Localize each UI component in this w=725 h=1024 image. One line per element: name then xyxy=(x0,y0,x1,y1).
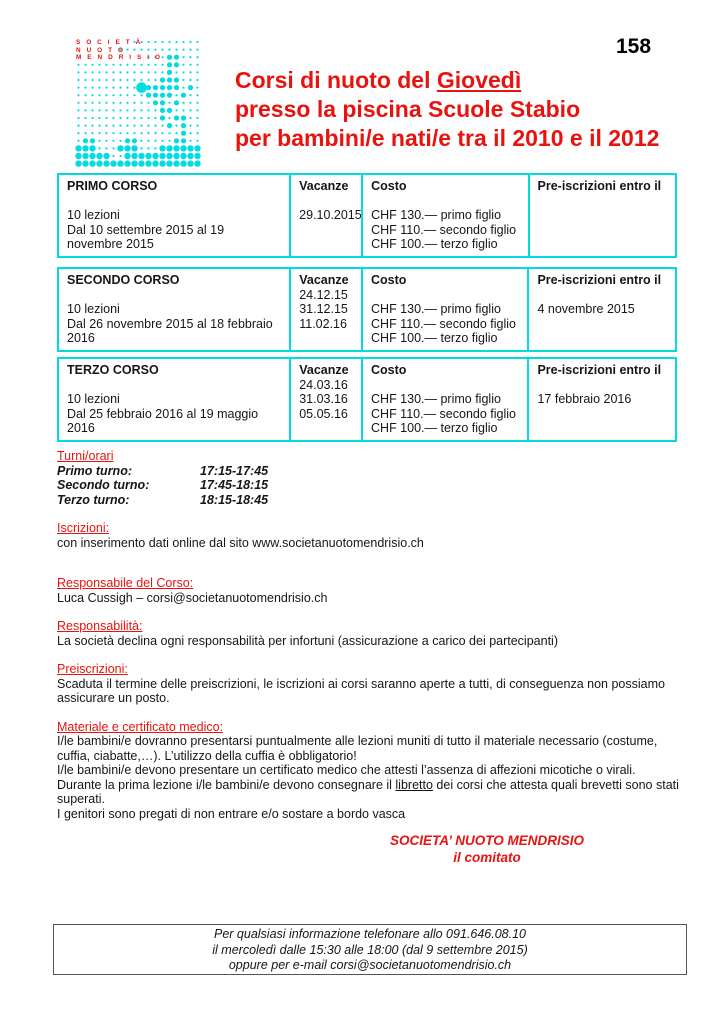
preiscrizioni-header: Pre-iscrizioni entro il xyxy=(537,363,662,377)
preiscrizioni-body: Scaduta il termine delle preiscrizioni, le iscrizioni ai corsi saranno aperte a tutti, di conseguenza non possiamo assicurare un posto. xyxy=(57,676,665,705)
turni-row-terzo xyxy=(57,493,679,508)
cost-line: CHF 130.— primo figlio xyxy=(371,302,501,316)
section-preiscrizioni xyxy=(57,662,679,706)
cost-line: CHF 110.— secondo figlio xyxy=(371,222,517,237)
cost-line: CHF 110.— secondo figlio xyxy=(371,406,516,421)
preiscrizioni-heading: Preiscrizioni: xyxy=(57,662,128,676)
preiscrizioni-header: Pre-iscrizioni entro il xyxy=(537,179,662,193)
logo-wordmark xyxy=(76,39,162,62)
course-dates: Dal 26 novembre 2015 al 18 febbraio 2016 xyxy=(67,316,273,345)
footer-line-phone: Per qualsiasi informazione telefonare allo 091.646.08.10 xyxy=(213,927,526,941)
vacanze-header: Vacanze xyxy=(299,363,349,377)
footer-line-email: oppure per e-mail corsi@societanuotomendrisio.ch xyxy=(228,958,512,972)
course-dates: Dal 25 febbraio 2016 al 19 maggio 2016 xyxy=(67,406,259,435)
responsabile-body: Luca Cussigh – corsi@societanuotomendrisio.ch xyxy=(57,590,328,605)
vacanze-date: 24.12.15 xyxy=(299,287,348,302)
signature-club: SOCIETA’ NUOTO MENDRISIO xyxy=(389,833,585,848)
costo-cell xyxy=(361,175,527,256)
logo-line-societa: S O C I E T À xyxy=(76,39,143,46)
course-name: SECONDO CORSO xyxy=(67,273,180,287)
turno-label: Secondo turno: xyxy=(57,478,150,492)
club-logo xyxy=(75,38,201,168)
turni-row-secondo xyxy=(57,478,679,493)
course-info-cell xyxy=(59,175,289,256)
vacanze-date: 24.03.16 xyxy=(299,377,348,392)
title-line-3: per bambini/e nati/e tra il 2010 e il 2012 xyxy=(235,125,660,151)
vacanze-cell xyxy=(289,359,361,440)
title-line-2: presso la piscina Scuole Stabio xyxy=(235,96,581,122)
turno-label: Primo turno: xyxy=(57,463,132,478)
preiscrizioni-header: Pre-iscrizioni entro il xyxy=(537,273,662,287)
course-info-cell xyxy=(59,359,289,440)
section-materiale xyxy=(57,720,679,822)
course-name: PRIMO CORSO xyxy=(67,179,158,193)
section-responsabilita xyxy=(57,619,679,648)
preiscrizioni-date: 17 febbraio 2016 xyxy=(537,392,632,406)
page-title xyxy=(235,66,659,153)
responsabilita-heading: Responsabilità: xyxy=(57,619,143,633)
vacanze-date: 11.02.16 xyxy=(299,316,347,331)
vacanze-header: Vacanze xyxy=(299,273,349,287)
logo-line-mendrisio: M E N D R I S I O xyxy=(76,54,163,62)
footer-info-box xyxy=(53,924,687,975)
course-lessons: 10 lezioni xyxy=(67,208,120,222)
materiale-p4: I genitori sono pregati di non entrare e/o sostare a bordo vasca xyxy=(57,806,406,821)
materiale-p2: I/le bambini/e devono presentare un certificato medico che attesti l’assenza di affezioni micotiche o virali. xyxy=(57,763,636,777)
logo-line-nuoto: N U O T O xyxy=(76,46,126,54)
vacanze-cell xyxy=(289,175,361,256)
title-day-underlined: Giovedì xyxy=(436,67,522,93)
course-table-primo xyxy=(57,173,677,258)
course-table-secondo xyxy=(57,267,677,352)
preiscrizioni-cell xyxy=(527,269,675,350)
turno-time: 17:15-17:45 xyxy=(200,463,269,478)
vacanze-date: 31.12.15 xyxy=(299,302,348,316)
title-line-1: Corsi di nuoto del Giovedì xyxy=(235,67,522,93)
costo-cell xyxy=(361,269,527,350)
cost-line: CHF 100.— terzo figlio xyxy=(371,331,498,345)
course-dates: Dal 10 settembre 2015 al 19 novembre 2015 xyxy=(67,222,225,251)
materiale-p1: I/le bambini/e dovranno presentarsi puntualmente alle lezioni muniti di tutto il materiale necessario (costume, cuffia, ciabatte,…). L’utilizzo della cuffia è obbligatorio! xyxy=(57,734,658,763)
turno-time: 18:15-18:45 xyxy=(200,492,269,507)
vacanze-date: 31.03.16 xyxy=(299,392,348,406)
vacanze-header: Vacanze xyxy=(299,179,349,193)
course-lessons: 10 lezioni xyxy=(67,302,120,316)
costo-header: Costo xyxy=(371,363,407,377)
course-name: TERZO CORSO xyxy=(67,363,159,377)
body-content xyxy=(57,449,679,835)
turno-time: 17:45-18:15 xyxy=(200,478,269,492)
costo-header: Costo xyxy=(371,179,407,193)
iscrizioni-heading: Iscrizioni: xyxy=(57,521,110,535)
materiale-p3: Durante la prima lezione i/le bambini/e devono consegnare il libretto dei corsi che attesta quali brevetti sono stati superati. xyxy=(57,777,679,806)
materiale-heading: Materiale e certificato medico: xyxy=(57,719,224,734)
cost-line: CHF 130.— primo figlio xyxy=(371,392,501,406)
course-lessons: 10 lezioni xyxy=(67,392,120,406)
responsabile-heading: Responsabile del Corso: xyxy=(57,576,194,590)
iscrizioni-body: con inserimento dati online dal sito www.societanuotomendrisio.ch xyxy=(57,535,424,550)
preiscrizioni-date: 4 novembre 2015 xyxy=(537,302,635,316)
costo-cell xyxy=(361,359,527,440)
section-turni xyxy=(57,449,679,507)
section-iscrizioni xyxy=(57,521,679,550)
turno-label: Terzo turno: xyxy=(57,492,130,507)
cost-line: CHF 100.— terzo figlio xyxy=(371,237,498,251)
turni-row-primo xyxy=(57,464,679,479)
preiscrizioni-cell xyxy=(527,359,675,440)
course-info-cell xyxy=(59,269,289,350)
signature-committee: il comitato xyxy=(453,850,521,865)
cost-line: CHF 110.— secondo figlio xyxy=(371,316,516,331)
course-table-terzo xyxy=(57,357,677,442)
vacanze-cell xyxy=(289,269,361,350)
vacanze-date: 05.05.16 xyxy=(299,406,348,421)
signature-block xyxy=(287,832,687,866)
vacanze-date: 29.10.2015 xyxy=(299,208,362,222)
cost-line: CHF 130.— primo figlio xyxy=(371,208,502,222)
libretto-underlined: libretto xyxy=(395,777,433,792)
preiscrizioni-cell xyxy=(528,175,675,256)
cost-line: CHF 100.— terzo figlio xyxy=(371,421,498,435)
responsabilita-body: La società declina ogni responsabilità per infortuni (assicurazione a carico dei partecipanti) xyxy=(57,633,558,648)
page-number: 158 xyxy=(616,35,652,58)
turni-heading: Turni/orari xyxy=(57,449,114,463)
costo-header: Costo xyxy=(371,273,407,287)
section-responsabile xyxy=(57,576,679,605)
footer-line-hours: il mercoledì dalle 15:30 alle 18:00 (dal 9 settembre 2015) xyxy=(212,942,528,957)
